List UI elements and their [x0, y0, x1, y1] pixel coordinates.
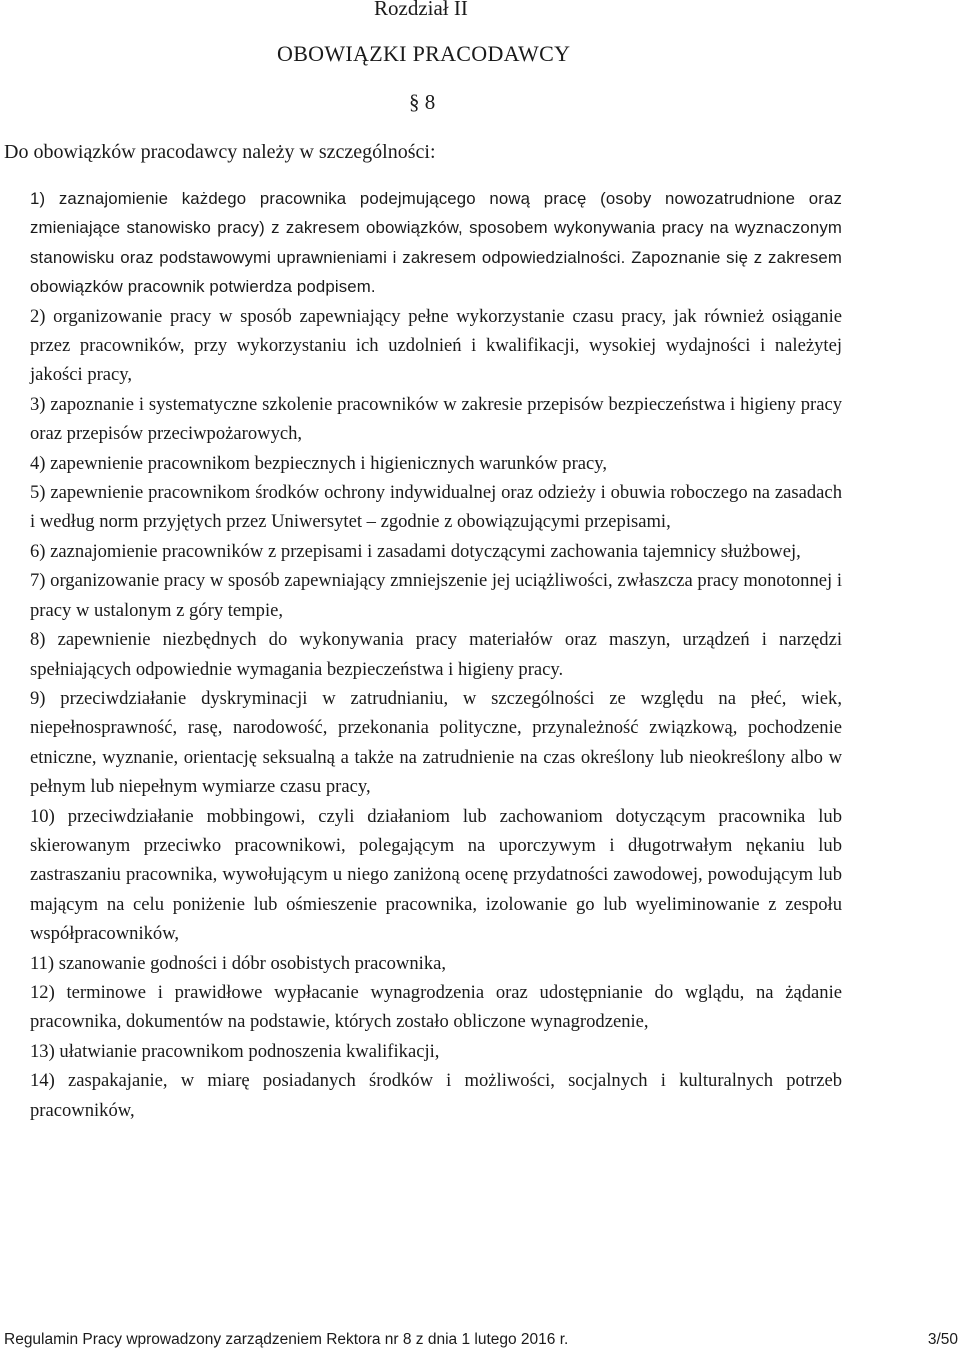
list-item: 2) organizowanie pracy w sposób zapewniający pełne wykorzystanie czasu pracy, jak również osiąganie przez pracowników, przy wykorzystaniu ich uzdolnień i kwalifikacji, wysokiej wydajności i należytej jakości pracy, — [30, 305, 842, 386]
list-item: 8) zapewnienie niezbędnych do wykonywania pracy materiałów oraz maszyn, urządzeń i narzędzi spełniających odpowiednie wymagania bezpieczeństwa i higieny pracy. — [30, 629, 842, 680]
list-item: 13) ułatwianie pracownikom podnoszenia kwalifikacji, — [30, 1040, 440, 1062]
intro-text: Do obowiązków pracodawcy należy w szczególności: — [4, 141, 436, 163]
list-item: 11) szanowanie godności i dóbr osobistych pracownika, — [30, 952, 447, 974]
footer-text: Regulamin Pracy wprowadzony zarządzeniem Rektora nr 8 z dnia 1 lutego 2016 r. — [4, 1331, 569, 1348]
list-item: 10) przeciwdziałanie mobbingowi, czyli działaniom lub zachowaniom dotyczącym pracownika lub skierowanym przeciwko pracownikowi, polegającym na uporczywym i długotrwałym nękaniu lub zastraszaniu pracownika, wywołującym u niego zaniżoną ocenę przydatności zawodowej, powodującym lub mającym na celu poniżenie lub ośmieszenie pracownika, izolowanie go lub wyeliminowanie z zespołu współpracowników, — [30, 805, 842, 945]
list-item: 14) zaspakajanie, w miarę posiadanych środków i możliwości, socjalnych i kulturalnych potrzeb pracowników, — [30, 1070, 842, 1121]
list-item: 7) organizowanie pracy w sposób zapewniający zmniejszenie jej uciążliwości, zwłaszcza pracy monotonnej i pracy w ustalonym z góry tempie, — [30, 570, 842, 621]
list-item: 5) zapewnienie pracownikom środków ochrony indywidualnej oraz odzieży i obuwia roboczego na zasadach i według norm przyjętych przez Uniwersytet – zgodnie z obowiązującymi przepisami, — [30, 482, 842, 533]
list-item: 12) terminowe i prawidłowe wypłacanie wynagrodzenia oraz udostępnianie do wglądu, na żądanie pracownika, dokumentów na podstawie, których zostało obliczone wynagrodzenie, — [30, 981, 842, 1033]
list-item: 4) zapewnienie pracownikom bezpiecznych i higienicznych warunków pracy, — [30, 452, 608, 474]
paragraph-sign: § — [409, 90, 420, 114]
list-item: 1) zaznajomienie każdego pracownika podejmującego nową pracę (osoby nowozatrudnione oraz zmieniające stanowisko pracy) z zakresem obowiązków, sposobem wykonywania pracy na wyznaczonym stanowisku oraz podstawowymi uprawnieniami i zakresem odpowiedzialności. Zapoznanie się z zakresem obowiązków pracownik potwierdza podpisem. — [30, 189, 842, 297]
page-footer — [4, 1331, 958, 1355]
paragraph-heading — [409, 90, 435, 115]
section-title: OBOWIĄZKI PRACODAWCY — [277, 41, 571, 66]
page-number: 3/50 — [927, 1331, 958, 1348]
list-item: 3) zapoznanie i systematyczne szkolenie pracowników w zakresie przepisów bezpieczeństwa i higieny pracy oraz przepisów przeciwpożarowych, — [30, 393, 842, 445]
chapter-heading: Rozdział II — [374, 0, 468, 20]
paragraph-number: 8 — [424, 90, 436, 114]
list-item: 9) przeciwdziałanie dyskryminacji w zatrudnianiu, w szczególności ze względu na płeć, wiek, niepełnosprawność, rasę, narodowość, przekonania polityczne, przynależność związkową, pochodzenie etniczne, wyznanie, orientację seksualną a także na zatrudnienie na czas określony lub nieokreślony albo w pełnym lub niepełnym wymiarze czasu pracy, — [30, 687, 842, 798]
list-item: 6) zaznajomienie pracowników z przepisami i zasadami dotyczącymi zachowania tajemnicy służbowej, — [30, 540, 801, 562]
obligations-list — [30, 184, 842, 1125]
